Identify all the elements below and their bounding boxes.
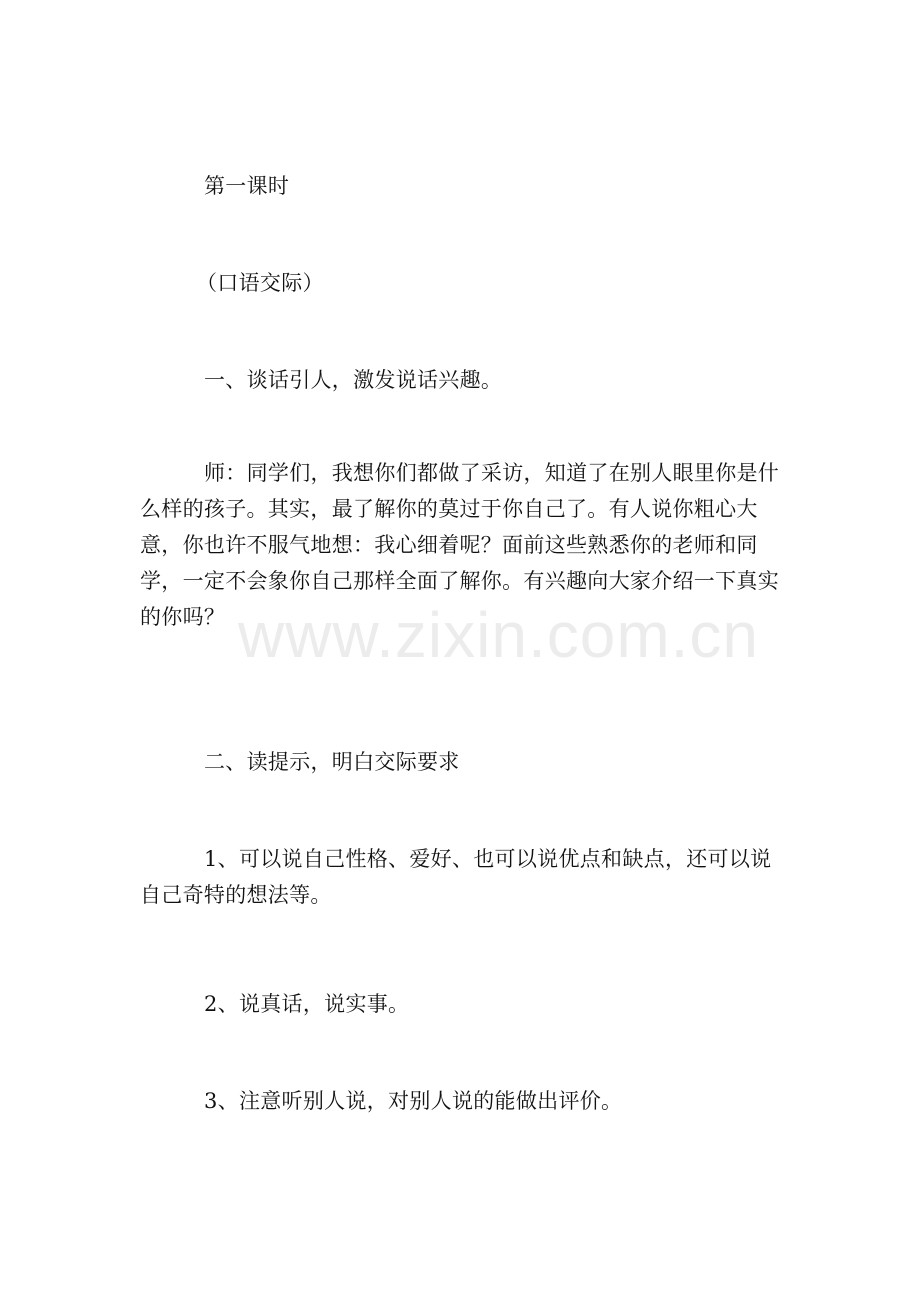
watermark: www.zixin.com.cn [238, 599, 759, 671]
lesson-heading: 第一课时 [204, 174, 290, 198]
requirement-2: 2、说真话，说实事。 [204, 992, 410, 1016]
lesson-subheading: （口语交际） [196, 271, 324, 295]
requirement-3: 3、注意听别人说，对别人说的能做出评价。 [204, 1089, 623, 1113]
section-2-title: 二、读提示，明白交际要求 [204, 750, 460, 774]
requirement-1: 1、可以说自己性格、爱好、也可以说优点和缺点，还可以说自己奇特的想法等。 [140, 847, 772, 907]
section-1-title: 一、谈话引人，激发说话兴趣。 [204, 368, 503, 392]
teacher-paragraph: 师：同学们，我想你们都做了采访，知道了在别人眼里你是什么样的孩子。其实，最了解你的莫过于你自己了。有人说你粗心大意，你也许不服气地想：我心细着呢？面前这些熟悉你的老师和同学，一定不会象你自己那样全面了解你。有兴趣向大家介绍一下真实的你吗？ [140, 461, 780, 629]
